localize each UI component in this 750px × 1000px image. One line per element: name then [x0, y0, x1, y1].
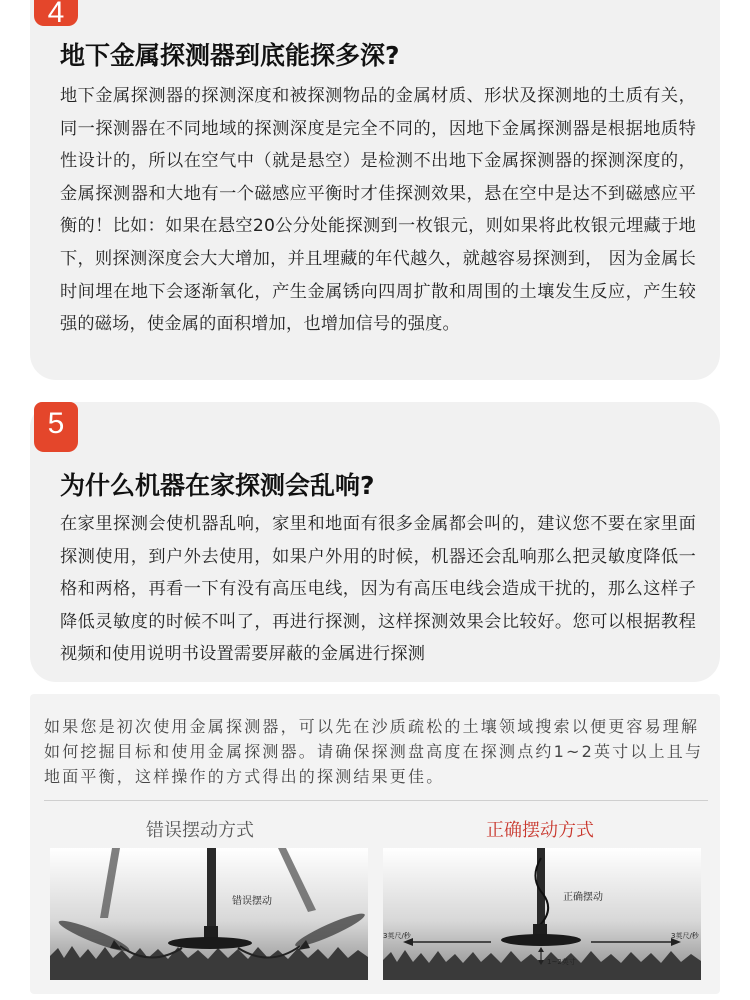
section-5-badge: 5 — [34, 402, 78, 452]
correct-swing-illustration — [383, 848, 701, 980]
speed-label-left: 3英尺/秒 — [383, 932, 411, 940]
tip-divider — [44, 800, 708, 801]
section-4-heading: 地下金属探测器到底能探多深? — [60, 41, 400, 70]
correct-swing-image — [383, 848, 701, 980]
wrong-swing-caption: 错误摆动方式 — [146, 820, 254, 841]
correct-swing-caption: 正确摆动方式 — [486, 820, 594, 841]
section-4-badge: 4 — [34, 0, 78, 26]
section-4-paragraph: 地下金属探测器的探测深度和被探测物品的金属材质、形状及探测地的土质有关，同一探测器在不同地域的探测深度是完全不同的，因地下金属探测器是根据地质特性设计的，所以在空气中（就是悬空）是检测不出地下金属探测器的探测深度的，金属探测器和大地有一个磁感应平衡时才佳探测效果，悬在空中是达不到磁感应平衡的！比如：如果在悬空20公分处能探测到一枚银元，则如果将此枚银元埋藏于地下，则探测深度会大大增加，并且埋藏的年代越久，就越容易探测到， 因为金属长时间埋在地下会逐渐氧化，产生金属锈向四周扩散和周围的土壤发生反应，产生较强的磁场，使金属的面积增加，也增加信号的强度。 — [60, 86, 696, 335]
wrong-swing-illustration — [50, 848, 368, 980]
wrong-swing-image — [50, 848, 368, 980]
speed-label-right: 3英尺/秒 — [671, 932, 699, 940]
height-label: 1~2英寸 — [547, 958, 576, 966]
tip-text: 如果您是初次使用金属探测器，可以先在沙质疏松的土壤领域搜索以便更容易理解如何挖掘目标和使用金属探测器。请确保探测盘高度在探测点约1~2英寸以上且与地面平衡，这样操作的方式得出的探测结果更佳。 — [44, 717, 704, 786]
correct-swing-label: 正确摆动 — [563, 892, 603, 903]
section-5-paragraph: 在家里探测会使机器乱响，家里和地面有很多金属都会叫的，建议您不要在家里面探测使用，到户外去使用，如果户外用的时候，机器还会乱响那么把灵敏度降低一格和两格，再看一下有没有高压电线，因为有高压电线会造成干扰的，那么这样子降低灵敏度的时候不叫了，再进行探测，这样探测效果会比较好。您可以根据教程视频和使用说明书设置需要屏蔽的金属进行探测 — [60, 514, 696, 665]
section-5-heading: 为什么机器在家探测会乱响? — [60, 471, 375, 500]
wrong-swing-label: 错误摆动 — [232, 896, 272, 907]
